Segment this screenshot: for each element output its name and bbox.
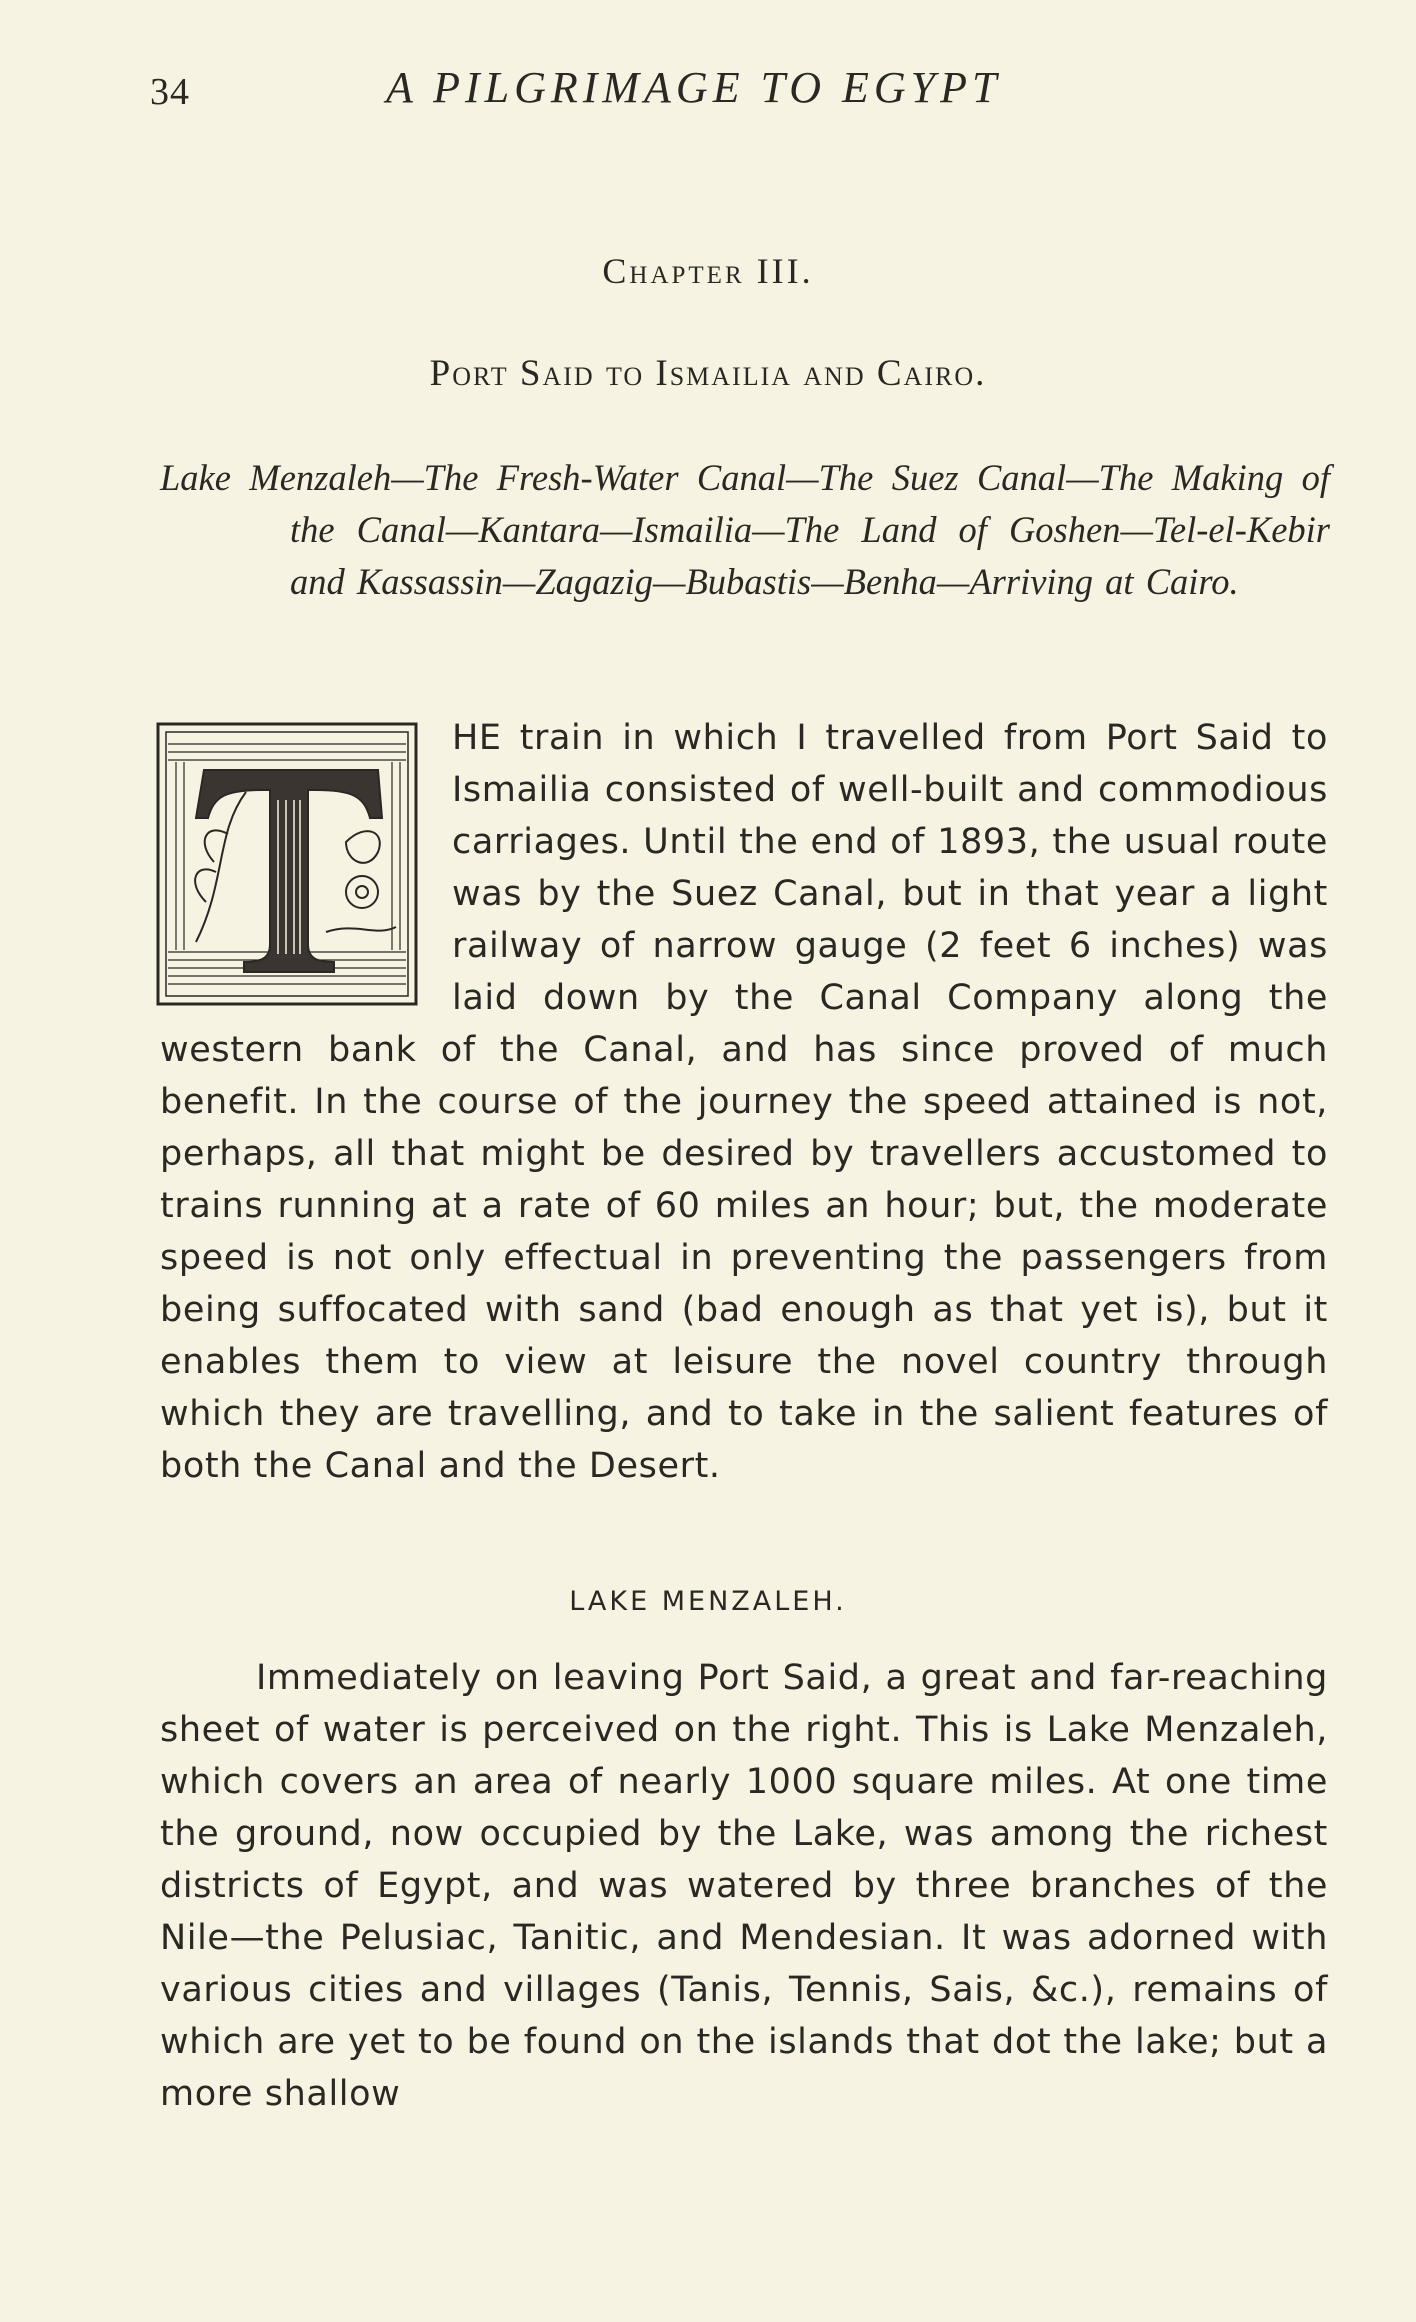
opening-paragraph (160, 712, 1328, 1492)
chapter-title: Port Said to Ismailia and Cairo. (429, 353, 987, 394)
chapter-synopsis: Lake Menzaleh—The Fresh-Water Canal—The Suez Canal—The Making of the Canal—Kantara—Ismailia—The Land of Goshen—Tel-el-Kebir and Kassassin—Zagazig—Bubastis—Benha—Arriving at Cairo. (160, 457, 1330, 602)
section-heading: LAKE MENZALEH. (569, 1586, 847, 1617)
lake-menzaleh-paragraph: Immediately on leaving Port Said, a great and far-reaching sheet of water is perceived on the right. This is Lake Menzaleh, which covers an area of nearly 1000 square miles. At one time the ground, now occupied by the Lake, was among the richest districts of Egypt, and was watered by three branches of the Nile—the Pelusiac, Tanitic, and Mendesian. It was adorned with various cities and villages (Tanis, Tennis, Sais, &c.), remains of which are yet to be found on the islands that dot the lake; but a more shallow (160, 1658, 1328, 2114)
ornamental-initial-t-icon (156, 722, 418, 1006)
running-head (150, 62, 1330, 132)
running-title: A PILGRIMAGE TO EGYPT (386, 63, 1002, 112)
chapter-label: Chapter III. (602, 251, 814, 291)
page-number: 34 (150, 71, 190, 113)
opening-paragraph-text: HE train in which I travelled from Port Said to Ismailia consisted of well-built and commodious carriages. Until the end of 1893, the usual route was by the Suez Canal, but in that year a light railway of narrow gauge (2 feet 6 inches) was laid down by the Canal Company along the western bank of the Canal, and has since proved of much benefit. In the course of the journey the speed attained is not, perhaps, all that might be desired by travellers accustomed to trains running at a rate of 60 miles an hour; but, the moderate speed is not only effectual in preventing the passengers from being suffocated with sand (bad enough as that yet is), but it enables them to view at leisure the novel country through which they are travelling, and to take in the salient features of both the Canal and the Desert. (160, 718, 1328, 1486)
drop-cap-ornament (156, 722, 418, 1006)
